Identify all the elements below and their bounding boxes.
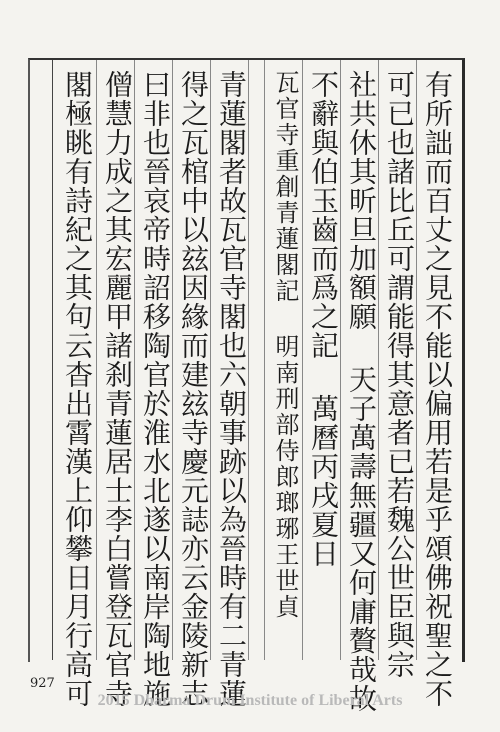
text-column-9: 僧慧力成之其宏麗甲諸刹青蓮居士李白嘗登瓦官寺 <box>101 70 134 708</box>
text-column-1: 有所詘而百丈之見不能以偏用若是乎頌佛祝聖之不 <box>421 70 454 708</box>
text-column-3: 社共休其昕旦加額願 天子萬壽無疆又何庸贅哉故 <box>345 70 378 713</box>
page-number: 927 <box>30 676 55 691</box>
column-rule <box>172 60 173 660</box>
text-column-7: 得之瓦棺中以玆因緣而建玆寺慶元誌亦云金陵新志 <box>177 70 210 708</box>
left-margin-strip <box>26 60 53 660</box>
column-rule <box>96 60 97 660</box>
column-rule <box>378 60 379 660</box>
column-rule <box>210 60 211 660</box>
text-column-6: 青蓮閣者故瓦官寺閣也六朝事跡以為晉時有二青蓮 <box>215 70 248 708</box>
column-rule <box>134 60 135 660</box>
column-rule <box>264 60 265 660</box>
column-rule <box>248 60 249 660</box>
text-column-10: 閣極眺有詩紀之其句云杳出霄漢上仰攀日月行高可 <box>61 70 94 708</box>
column-rule <box>302 60 303 660</box>
watermark: 2015 Dharma Drum Institute of Liberal Arts <box>97 692 403 709</box>
text-column-2: 可已也諸比丘可謂能得其意者已若魏公世臣與宗 <box>383 70 416 679</box>
column-rule <box>340 60 341 660</box>
column-rule <box>416 60 417 660</box>
text-column-4: 不辭與伯玉齒而爲之記 萬曆丙戌夏日 <box>307 70 340 568</box>
text-column-8: 曰非也晉哀帝時詔移陶官於淮水北遂以南岸陶地施 <box>139 70 172 708</box>
text-column-5: 瓦官寺重創青蓮閣記 明南刑部侍郎瑯琊王世貞 <box>271 70 299 620</box>
